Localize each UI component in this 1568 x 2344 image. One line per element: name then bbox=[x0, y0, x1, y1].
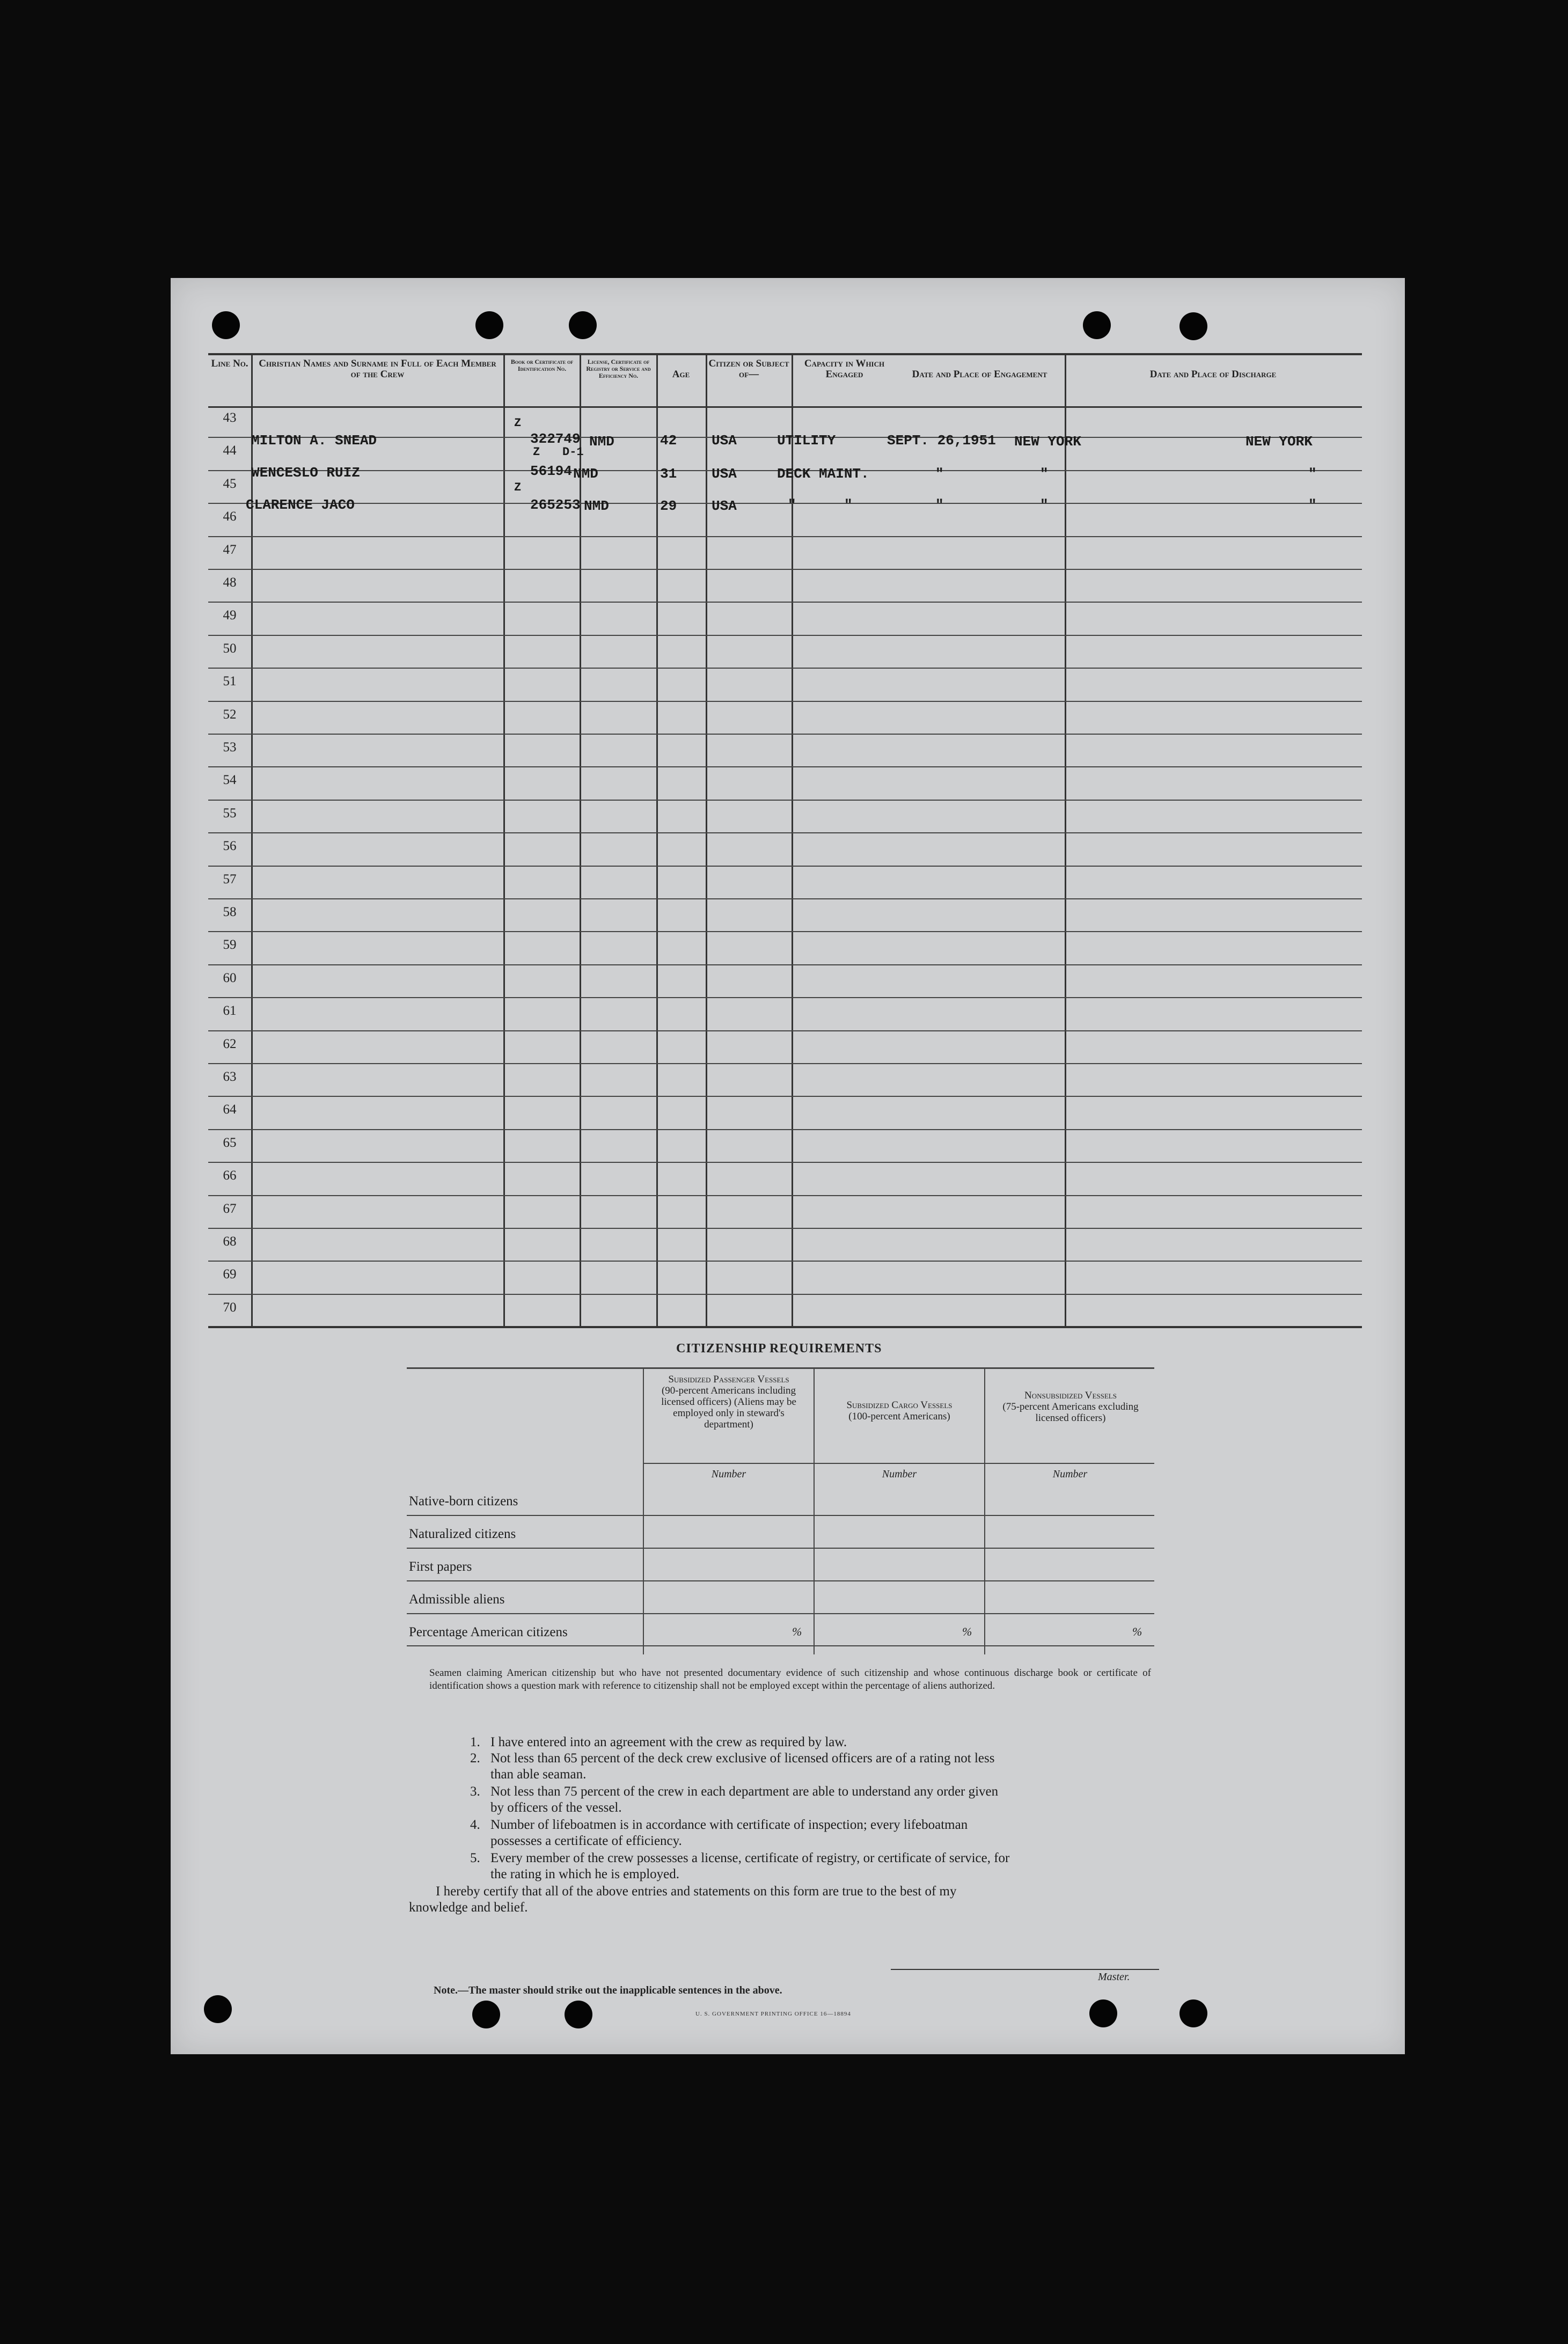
line-number: 45 bbox=[223, 476, 237, 491]
col1-subtitle: (90-percent Americans including licensed officers) (Aliens may be employed only in steward's department) bbox=[661, 1385, 796, 1430]
footnote: Note.—The master should strike out the inapplicable sentences in the above. bbox=[434, 1984, 782, 1996]
row-rule bbox=[208, 602, 1362, 603]
line-number: 70 bbox=[223, 1300, 237, 1315]
crew-book-extra: D-1 bbox=[562, 445, 584, 459]
pct-col1: % bbox=[792, 1625, 802, 1638]
crew-age: 31 bbox=[660, 466, 677, 482]
line-number: 53 bbox=[223, 740, 237, 755]
row-naturalized: Naturalized citizens bbox=[409, 1527, 516, 1541]
col2-title: Subsidized Cargo Vessels bbox=[846, 1400, 952, 1411]
line-number: 58 bbox=[223, 905, 237, 919]
crew-book-no: 265253 bbox=[530, 497, 581, 513]
col3-subtitle: (75-percent Americans excluding licensed officers) bbox=[1002, 1401, 1139, 1424]
statement-1: 1. I have entered into an agreement with the crew as required by law. bbox=[470, 1735, 847, 1749]
line-number: 51 bbox=[223, 674, 237, 689]
punch-hole bbox=[475, 311, 503, 339]
pct-col2: % bbox=[962, 1625, 972, 1638]
line-number: 47 bbox=[223, 542, 237, 557]
line-number: 62 bbox=[223, 1036, 237, 1051]
punch-hole bbox=[204, 1995, 232, 2023]
z-prefix: Z bbox=[533, 445, 540, 459]
line-number: 68 bbox=[223, 1234, 237, 1249]
crew-license: NMD bbox=[589, 434, 614, 450]
discharge-place: NEW YORK bbox=[1245, 434, 1313, 450]
row-rule bbox=[208, 931, 1362, 932]
citizenship-title: CITIZENSHIP REQUIREMENTS bbox=[676, 1342, 882, 1356]
line-number: 64 bbox=[223, 1102, 237, 1117]
statement-2: 2. Not less than 65 percent of the deck crew exclusive of licensed officers are of a rating not less bbox=[470, 1751, 995, 1766]
statement-3-cont: by officers of the vessel. bbox=[490, 1800, 622, 1815]
header-license: License, Certificate of Registry or Service and Efficiency No. bbox=[586, 358, 651, 379]
col2-subtitle: (100-percent Americans) bbox=[848, 1411, 950, 1422]
line-number: 48 bbox=[223, 575, 237, 590]
line-number: 57 bbox=[223, 871, 237, 887]
crew-name: MILTON A. SNEAD bbox=[251, 433, 377, 449]
line-number: 55 bbox=[223, 805, 237, 821]
line-number: 66 bbox=[223, 1168, 237, 1183]
punch-hole bbox=[472, 2001, 500, 2028]
crew-name: CLARENCE JACO bbox=[246, 497, 355, 513]
col2-number: Number bbox=[882, 1468, 917, 1480]
row-rule bbox=[208, 1195, 1362, 1196]
crew-book-no: 56194 bbox=[530, 463, 573, 479]
row-rule bbox=[208, 800, 1362, 801]
row-rule bbox=[208, 635, 1362, 636]
row-rule bbox=[208, 866, 1362, 867]
line-number: 44 bbox=[223, 443, 237, 458]
master-signature-line bbox=[891, 1969, 1159, 1970]
engagement-date: SEPT. 26,1951 bbox=[887, 433, 996, 449]
row-rule bbox=[208, 1294, 1362, 1295]
row-rule bbox=[208, 1096, 1362, 1097]
row-first-papers: First papers bbox=[409, 1559, 472, 1574]
crew-name: WENCESLO RUIZ bbox=[251, 465, 360, 481]
punch-hole bbox=[212, 311, 240, 339]
punch-hole bbox=[569, 311, 597, 339]
discharge-place: " bbox=[1308, 466, 1317, 482]
punch-hole bbox=[1179, 312, 1207, 340]
crew-book-no: 322749 bbox=[530, 431, 581, 447]
header-age: Age bbox=[672, 369, 690, 380]
engagement-date: " bbox=[935, 497, 944, 513]
statement-2-cont: than able seaman. bbox=[490, 1767, 587, 1782]
row-rule bbox=[208, 734, 1362, 735]
statement-4-cont: possesses a certificate of efficiency. bbox=[490, 1834, 682, 1848]
row-rule bbox=[208, 1228, 1362, 1229]
crew-citizen: USA bbox=[712, 433, 737, 449]
certification: I hereby certify that all of the above entries and statements on this form are true to the best of my bbox=[436, 1884, 957, 1899]
row-rule bbox=[208, 569, 1362, 570]
line-number: 56 bbox=[223, 839, 237, 854]
row-native-born: Native-born citizens bbox=[409, 1494, 518, 1508]
crew-license: NMD bbox=[584, 498, 609, 514]
certification-cont: knowledge and belief. bbox=[409, 1900, 528, 1915]
punch-hole bbox=[1179, 1999, 1207, 2027]
line-number: 43 bbox=[223, 411, 237, 425]
row-rule bbox=[208, 503, 1362, 504]
statement-5-cont: the rating in which he is employed. bbox=[490, 1867, 680, 1881]
row-rule bbox=[208, 766, 1362, 767]
manifest-sheet bbox=[171, 278, 1405, 2054]
line-number: 59 bbox=[223, 937, 237, 953]
line-number: 61 bbox=[223, 1003, 237, 1019]
punch-hole bbox=[1083, 311, 1111, 339]
line-number: 52 bbox=[223, 707, 237, 722]
line-number: 50 bbox=[223, 641, 237, 656]
table-bottom-rule bbox=[208, 1326, 1362, 1328]
statement-4: 4. Number of lifeboatmen is in accordance with certificate of inspection; every lifeboatman bbox=[470, 1818, 968, 1832]
line-number: 69 bbox=[223, 1267, 237, 1282]
row-rule bbox=[208, 668, 1362, 669]
header-citizen: Citizen or Subject of— bbox=[708, 358, 789, 380]
col1-number: Number bbox=[711, 1468, 746, 1480]
crew-capacity: " bbox=[788, 497, 796, 513]
line-number: 63 bbox=[223, 1070, 237, 1084]
row-rule bbox=[208, 1162, 1362, 1163]
line-number: 67 bbox=[223, 1201, 237, 1216]
header-engagement: Date and Place of Engagement bbox=[912, 369, 1047, 380]
row-rule bbox=[208, 1063, 1362, 1064]
line-number: 49 bbox=[223, 608, 237, 623]
line-number: 54 bbox=[223, 773, 237, 788]
discharge-place: " bbox=[1308, 497, 1317, 513]
line-number: 46 bbox=[223, 509, 237, 524]
col3-number: Number bbox=[1052, 1468, 1088, 1480]
punch-hole bbox=[565, 2001, 592, 2028]
crew-age: 29 bbox=[660, 498, 677, 514]
row-rule bbox=[208, 1129, 1362, 1130]
statement-5: 5. Every member of the crew possesses a license, certificate of registry, or certificate of service, for bbox=[470, 1851, 1010, 1865]
crew-capacity: UTILITY bbox=[777, 433, 836, 449]
row-rule bbox=[208, 536, 1362, 537]
col1-title: Subsidized Passenger Vessels bbox=[668, 1374, 789, 1385]
header-discharge: Date and Place of Discharge bbox=[1149, 369, 1277, 380]
citizenship-note: Seamen claiming American citizenship but who have not presented documentary evidence of such citizenship and whose continuous discharge book or certificate of identification shows a question mark with reference to citizenship shall not be employed except within the percentage of aliens authorized. bbox=[429, 1667, 1151, 1691]
z-prefix: Z bbox=[514, 481, 522, 494]
row-admissible-aliens: Admissible aliens bbox=[409, 1592, 505, 1607]
line-number: 60 bbox=[223, 970, 237, 985]
engagement-place: " bbox=[1040, 466, 1049, 482]
row-rule bbox=[208, 832, 1362, 833]
pct-col3: % bbox=[1132, 1625, 1142, 1638]
statement-3: 3. Not less than 75 percent of the crew in each department are able to understand any order given bbox=[470, 1784, 999, 1799]
row-rule bbox=[208, 1261, 1362, 1262]
header-line-no: Line No. bbox=[211, 358, 248, 369]
header-capacity: Capacity in Which Engaged bbox=[804, 358, 885, 380]
crew-capacity: DECK MAINT. bbox=[777, 466, 869, 482]
crew-citizen: USA bbox=[712, 466, 737, 482]
row-rule bbox=[208, 997, 1362, 998]
row-rule bbox=[208, 1030, 1362, 1031]
row-rule bbox=[208, 898, 1362, 899]
crew-license: NMD bbox=[573, 466, 598, 482]
engagement-date: " bbox=[935, 466, 944, 482]
crew-capacity-ditto: " bbox=[844, 497, 853, 513]
header-book: Book or Certificate of Identification No. bbox=[510, 358, 574, 372]
printer-imprint: U. S. GOVERNMENT PRINTING OFFICE 16—18894 bbox=[695, 2011, 851, 2017]
line-number: 65 bbox=[223, 1135, 237, 1150]
col3-title: Nonsubsidized Vessels bbox=[1024, 1390, 1117, 1401]
header-names: Christian Names and Surname in Full of Each Member of the Crew bbox=[259, 358, 496, 380]
punch-hole bbox=[1089, 1999, 1117, 2027]
master-label: Master. bbox=[1098, 1971, 1130, 1983]
engagement-place: NEW YORK bbox=[1014, 434, 1081, 450]
engagement-place: " bbox=[1040, 497, 1049, 513]
row-rule bbox=[208, 701, 1362, 702]
z-prefix: Z bbox=[514, 416, 522, 430]
row-rule bbox=[208, 964, 1362, 965]
crew-citizen: USA bbox=[712, 498, 737, 514]
row-percentage: Percentage American citizens bbox=[409, 1625, 568, 1639]
crew-age: 42 bbox=[660, 433, 677, 449]
